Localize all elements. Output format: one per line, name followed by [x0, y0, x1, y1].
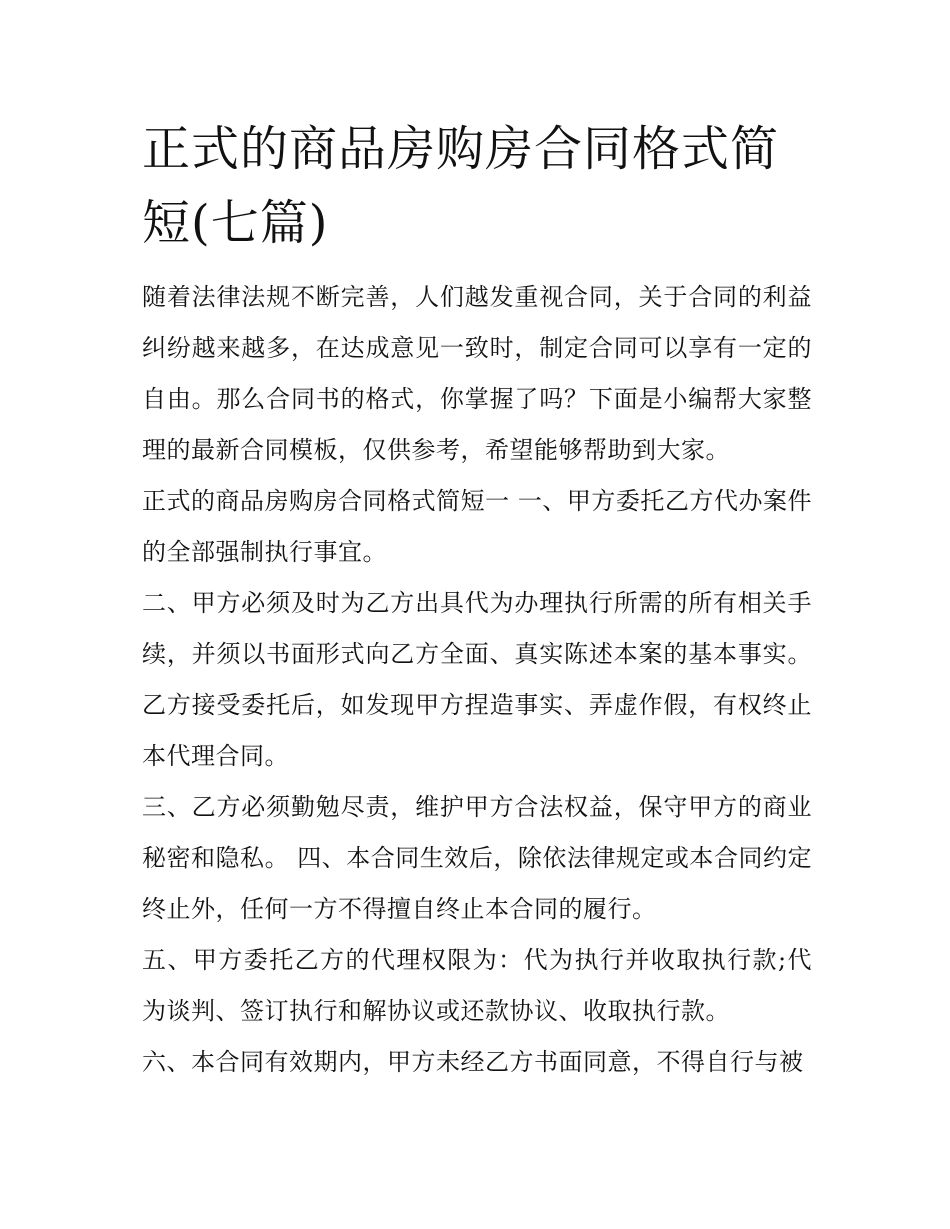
paragraph-clause-2: 二、甲方必须及时为乙方出具代为办理执行所需的所有相关手续，并须以书面形式向乙方全面、真实陈述本案的基本事实。乙方接受委托后，如发现甲方捏造事实、弄虚作假，有权终止本代理合同。: [142, 589, 812, 770]
paragraph-clause-1: 正式的商品房购房合同格式简短一 一、甲方委托乙方代办案件的全部强制执行事宜。: [142, 487, 812, 566]
paragraph-clause-6: 六、本合同有效期内，甲方未经乙方书面同意，不得自行与被: [142, 1048, 804, 1076]
document-page: [142, 112, 812, 1088]
paragraph-clause-5: 五、甲方委托乙方的代理权限为：代为执行并收取执行款;代为谈判、签订执行和解协议或还款协议、收取执行款。: [142, 946, 812, 1025]
document-title: 正式的商品房购房合同格式简短(七篇): [142, 121, 780, 251]
paragraph-clause-3-4: 三、乙方必须勤勉尽责，维护甲方合法权益，保守甲方的商业秘密和隐私。 四、本合同生效后，除依法律规定或本合同约定终止外，任何一方不得擅自终止本合同的履行。: [142, 793, 812, 923]
paragraph-intro: 随着法律法规不断完善，人们越发重视合同，关于合同的利益纠纷越来越多，在达成意见一致时，制定合同可以享有一定的自由。那么合同书的格式，你掌握了吗？下面是小编帮大家整理的最新合同模板，仅供参考，希望能够帮助到大家。: [142, 283, 812, 464]
